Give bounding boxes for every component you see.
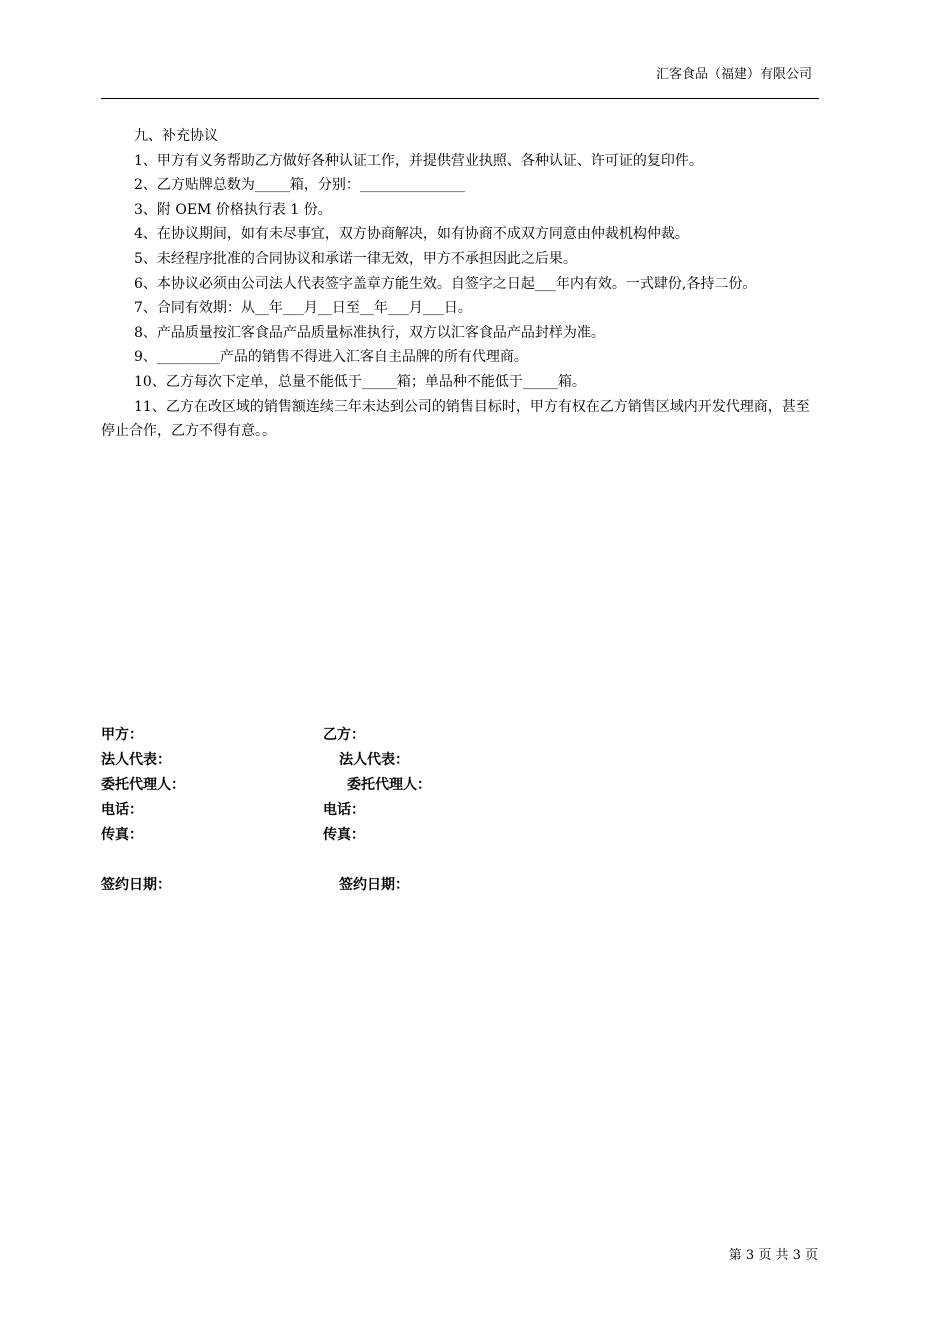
clause-3: 3、附 OEM 价格执行表 1 份。 <box>134 201 332 218</box>
party-a-agent-label: 委托代理人： <box>101 777 185 793</box>
party-a-sign-date-label: 签约日期： <box>101 877 171 893</box>
clause-4: 4、在协议期间，如有未尽事宜，双方协商解决，如有协商不成双方同意由仲裁机构仲裁。 <box>134 226 689 243</box>
header-company-name: 汇客食品（福建）有限公司 <box>655 67 812 82</box>
supplementary-agreement-section <box>101 124 819 444</box>
party-a-fax-label: 传真： <box>101 827 143 843</box>
clause-10: 10、乙方每次下定单，总量不能低于_____箱；单品种不能低于_____箱。 <box>134 373 586 390</box>
party-b-sign-date-label: 签约日期： <box>339 877 409 893</box>
clause-1: 1、甲方有义务帮助乙方做好各种认证工作，并提供营业执照、各种认证、许可证的复印件。 <box>134 152 703 169</box>
party-b-legal-rep-label: 法人代表： <box>339 752 409 768</box>
clause-7: 7、合同有效期：从__年___月__日至__年___月___日。 <box>134 300 472 317</box>
clause-6: 6、本协议必须由公司法人代表签字盖章方能生效。自签字之日起___年内有效。一式肆份,各持二份。 <box>134 275 757 292</box>
clause-11: 11、乙方在改区域的销售额连续三年未达到公司的销售目标时，甲方有权在乙方销售区域内开发代理商，甚至停止合作，乙方不得有意。。 <box>101 398 810 440</box>
party-a-phone-label: 电话： <box>101 802 143 818</box>
party-a-legal-rep-label: 法人代表： <box>101 752 171 768</box>
clause-2: 2、乙方贴牌总数为_____箱，分别：_______________ <box>134 177 465 194</box>
clause-5: 5、未经程序批准的合同协议和承诺一律无效，甲方不承担因此之后果。 <box>134 250 577 267</box>
clause-8: 8、产品质量按汇客食品产品质量标准执行，双方以汇客食品产品封样为准。 <box>134 324 605 341</box>
page-number: 第 3 页 共 3 页 <box>728 1248 818 1263</box>
party-a-label: 甲方： <box>101 727 143 743</box>
party-b-fax-label: 传真： <box>323 827 365 843</box>
section-heading: 九、补充协议 <box>134 128 218 144</box>
clause-9: 9、_________产品的销售不得进入汇客自主品牌的所有代理商。 <box>134 349 528 366</box>
party-b-phone-label: 电话： <box>323 802 365 818</box>
header-divider <box>101 98 819 99</box>
party-b-agent-label: 委托代理人： <box>347 777 431 793</box>
party-b-label: 乙方： <box>323 727 365 743</box>
